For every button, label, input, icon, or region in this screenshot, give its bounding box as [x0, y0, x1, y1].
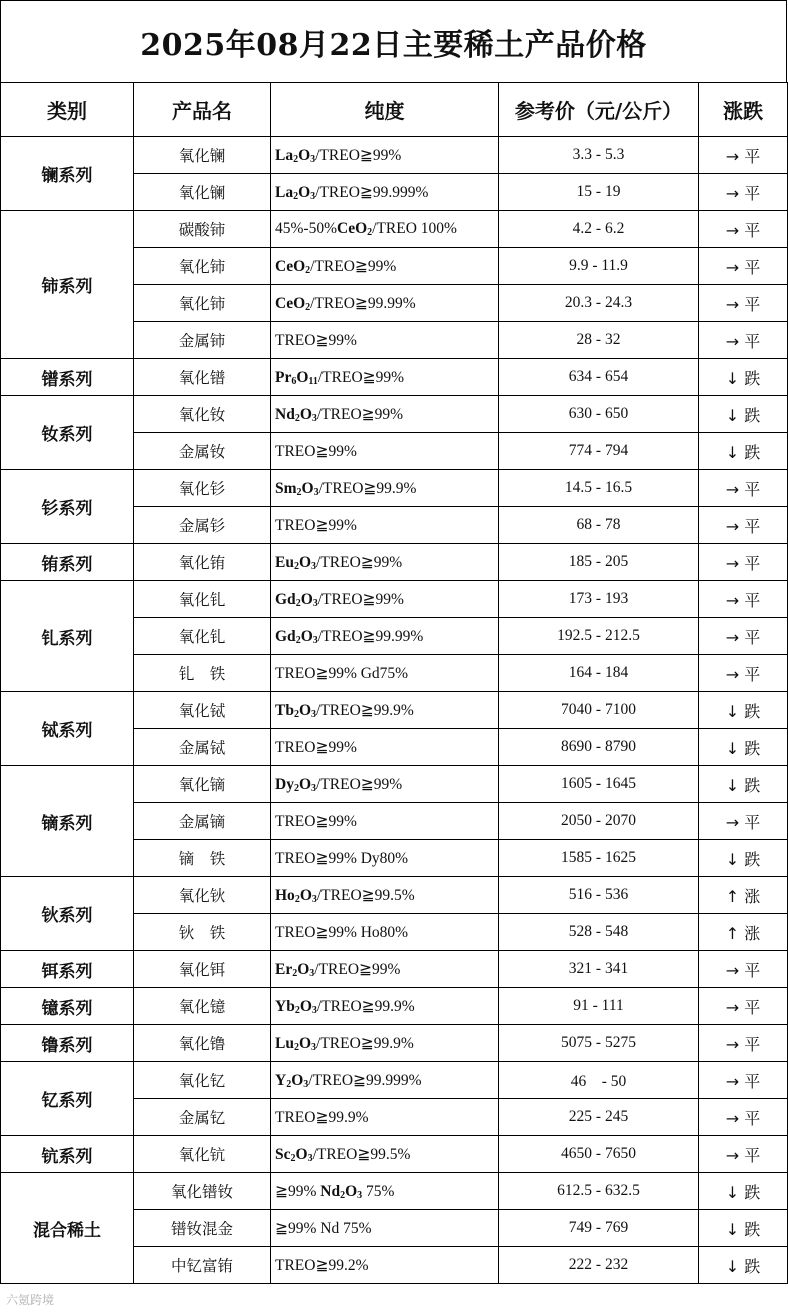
trend-cell: → 平: [699, 507, 788, 544]
product-name-cell: 氧化钕: [134, 396, 271, 433]
category-cell: 钬系列: [1, 877, 134, 951]
watermark: 六氪跨境: [6, 1293, 55, 1307]
purity-cell: [271, 692, 499, 729]
purity-text: TREO≧99%: [275, 331, 357, 349]
product-name-cell: 金属铈: [134, 322, 271, 359]
purity-cell: [271, 1136, 499, 1173]
category-cell: 钕系列: [1, 396, 134, 470]
table-row: [1, 877, 788, 914]
trend-cell: ↓ 跌: [699, 1210, 788, 1247]
purity-cell: [271, 137, 499, 174]
product-name-cell: 氧化镨钕: [134, 1173, 271, 1210]
product-name-cell: 钬 铁: [134, 914, 271, 951]
purity-text: /TREO≧99%: [317, 590, 404, 608]
chemical-formula: $Yb_2O_3$: [275, 997, 317, 1016]
purity-cell: [271, 914, 499, 951]
product-name-cell: 氧化钐: [134, 470, 271, 507]
purity-text: /TREO≧99.9%: [318, 479, 417, 497]
purity-text: TREO≧99% Gd75%: [275, 664, 409, 682]
table-row: [1, 766, 788, 803]
table-row: [1, 581, 788, 618]
purity-text: /TREO≧99.9%: [316, 1034, 414, 1052]
purity-cell: [271, 174, 499, 211]
purity-text: /TREO≧99%: [316, 553, 403, 571]
category-cell: 镱系列: [1, 988, 134, 1025]
chemical-formula: $Sm_2O_3$: [275, 479, 319, 498]
price-cell: 7040 - 7100: [499, 692, 699, 729]
product-name-cell: 氧化钬: [134, 877, 271, 914]
price-cell: 1605 - 1645: [499, 766, 699, 803]
trend-cell: → 平: [699, 137, 788, 174]
trend-cell: ↑ 涨: [699, 877, 788, 914]
table-row: [1, 137, 788, 174]
table-row: [1, 988, 788, 1025]
price-cell: 2050 - 2070: [499, 803, 699, 840]
chemical-formula: $Nd_2O_3$: [320, 1182, 363, 1201]
price-table: [0, 82, 788, 1284]
table-row: [1, 1025, 788, 1062]
trend-cell: → 平: [699, 544, 788, 581]
purity-prefix: ≧99%: [275, 1182, 321, 1200]
trend-cell: ↓ 跌: [699, 1247, 788, 1284]
trend-cell: ↓ 跌: [699, 433, 788, 470]
trend-cell: → 平: [699, 951, 788, 988]
chemical-formula: $Eu_2O_3$: [275, 553, 317, 572]
price-cell: 192.5 - 212.5: [499, 618, 699, 655]
purity-cell: [271, 729, 499, 766]
trend-cell: → 平: [699, 248, 788, 285]
trend-cell: → 平: [699, 470, 788, 507]
product-name-cell: 中钇富铕: [134, 1247, 271, 1284]
purity-text: /TREO≧99%: [315, 146, 402, 164]
category-cell: 钇系列: [1, 1062, 134, 1136]
price-cell: 8690 - 8790: [499, 729, 699, 766]
category-cell: 镥系列: [1, 1025, 134, 1062]
purity-text: ≧99% Nd 75%: [275, 1219, 372, 1237]
purity-text: TREO≧99%: [275, 516, 357, 534]
trend-cell: → 平: [699, 1099, 788, 1136]
purity-cell: [271, 285, 499, 322]
product-name-cell: 碳酸铈: [134, 211, 271, 248]
product-name-cell: 氧化钇: [134, 1062, 271, 1099]
price-cell: 1585 - 1625: [499, 840, 699, 877]
price-cell: 68 - 78: [499, 507, 699, 544]
category-cell: 钆系列: [1, 581, 134, 692]
table-row: [1, 396, 788, 433]
price-cell: 225 - 245: [499, 1099, 699, 1136]
trend-cell: → 平: [699, 618, 788, 655]
chemical-formula: $Er_2O_3$: [275, 960, 315, 979]
chemical-formula: $Sc_2O_3$: [275, 1145, 313, 1164]
table-row: [1, 692, 788, 729]
purity-text: TREO≧99% Dy80%: [275, 849, 409, 867]
chemical-formula: $Lu_2O_3$: [275, 1034, 317, 1053]
purity-cell: [271, 1099, 499, 1136]
product-name-cell: 氧化铽: [134, 692, 271, 729]
product-name-cell: 氧化铈: [134, 285, 271, 322]
chemical-formula: $Y_2O_3$: [275, 1071, 309, 1090]
purity-text: TREO≧99%: [275, 442, 357, 460]
product-name-cell: 金属镝: [134, 803, 271, 840]
purity-cell: [271, 322, 499, 359]
price-cell: 9.9 - 11.9: [499, 248, 699, 285]
product-name-cell: 氧化镨: [134, 359, 271, 396]
header-purity: 纯度: [271, 83, 499, 137]
product-name-cell: 氧化铒: [134, 951, 271, 988]
purity-cell: [271, 1247, 499, 1284]
purity-cell: [271, 655, 499, 692]
product-name-cell: 氧化镧: [134, 137, 271, 174]
purity-cell: [271, 988, 499, 1025]
price-cell: 774 - 794: [499, 433, 699, 470]
price-cell: 14.5 - 16.5: [499, 470, 699, 507]
purity-cell: [271, 470, 499, 507]
purity-cell: [271, 840, 499, 877]
purity-text: TREO≧99.2%: [275, 1256, 369, 1274]
price-cell: 528 - 548: [499, 914, 699, 951]
purity-text: /TREO≧99%: [316, 775, 403, 793]
price-cell: 185 - 205: [499, 544, 699, 581]
purity-cell: [271, 359, 499, 396]
purity-text: /TREO≧99.99%: [317, 627, 424, 645]
purity-cell: [271, 211, 499, 248]
price-cell: 634 - 654: [499, 359, 699, 396]
product-name-cell: 氧化镧: [134, 174, 271, 211]
price-cell: 630 - 650: [499, 396, 699, 433]
product-name-cell: 金属钕: [134, 433, 271, 470]
trend-cell: → 平: [699, 581, 788, 618]
header-price: 参考价（元/公斤）: [499, 83, 699, 137]
purity-cell: [271, 1210, 499, 1247]
purity-cell: [271, 433, 499, 470]
purity-text: TREO≧99%: [275, 812, 357, 830]
product-name-cell: 钆 铁: [134, 655, 271, 692]
category-cell: 钪系列: [1, 1136, 134, 1173]
price-cell: 612.5 - 632.5: [499, 1173, 699, 1210]
header-trend: 涨跌: [699, 83, 788, 137]
category-cell: 铽系列: [1, 692, 134, 766]
purity-cell: [271, 581, 499, 618]
trend-cell: → 平: [699, 211, 788, 248]
table-body: [1, 137, 788, 1284]
price-cell: 3.3 - 5.3: [499, 137, 699, 174]
product-name-cell: 金属钐: [134, 507, 271, 544]
price-cell: 321 - 341: [499, 951, 699, 988]
purity-text: /TREO≧99%: [316, 405, 404, 423]
product-name-cell: 氧化铕: [134, 544, 271, 581]
chemical-formula: CeO$_2$: [275, 294, 311, 313]
product-name-cell: 氧化镝: [134, 766, 271, 803]
trend-cell: → 平: [699, 1062, 788, 1099]
product-name-cell: 金属铽: [134, 729, 271, 766]
product-name-cell: 镝 铁: [134, 840, 271, 877]
purity-cell: [271, 951, 499, 988]
chemical-formula: $Tb_2O_3$: [275, 701, 317, 720]
purity-cell: [271, 877, 499, 914]
price-cell: 749 - 769: [499, 1210, 699, 1247]
product-name-cell: 氧化钆: [134, 581, 271, 618]
trend-cell: → 平: [699, 1136, 788, 1173]
trend-cell: → 平: [699, 322, 788, 359]
product-name-cell: 氧化镱: [134, 988, 271, 1025]
product-name-cell: 氧化铈: [134, 248, 271, 285]
purity-cell: [271, 803, 499, 840]
header-category: 类别: [1, 83, 134, 137]
trend-cell: → 平: [699, 803, 788, 840]
purity-text: 75%: [362, 1182, 395, 1200]
product-name-cell: 氧化钪: [134, 1136, 271, 1173]
product-name-cell: 氧化钆: [134, 618, 271, 655]
category-cell: 铈系列: [1, 211, 134, 359]
purity-cell: [271, 1062, 499, 1099]
purity-text: /TREO≧99.99%: [310, 294, 416, 312]
purity-text: /TREO≧99.999%: [315, 183, 429, 201]
table-row: [1, 1062, 788, 1099]
category-cell: 镧系列: [1, 137, 134, 211]
category-cell: 混合稀土: [1, 1173, 134, 1284]
price-cell: 164 - 184: [499, 655, 699, 692]
chemical-formula: $Gd_2O_3$: [275, 627, 318, 646]
purity-text: TREO≧99% Ho80%: [275, 923, 409, 941]
category-cell: 镝系列: [1, 766, 134, 877]
header-row: [1, 83, 788, 137]
price-cell: 4.2 - 6.2: [499, 211, 699, 248]
purity-text: /TREO≧99%: [310, 257, 397, 275]
purity-cell: [271, 618, 499, 655]
trend-cell: ↓ 跌: [699, 1173, 788, 1210]
trend-cell: ↓ 跌: [699, 359, 788, 396]
purity-text: TREO≧99%: [275, 738, 357, 756]
trend-cell: ↓ 跌: [699, 729, 788, 766]
purity-text: /TREO≧99.5%: [312, 1145, 411, 1163]
title-bar: [0, 0, 787, 82]
header-product: 产品名: [134, 83, 271, 137]
price-cell: 516 - 536: [499, 877, 699, 914]
purity-cell: [271, 766, 499, 803]
trend-cell: ↓ 跌: [699, 396, 788, 433]
table-row: [1, 359, 788, 396]
chemical-formula: $La_2O_3$: [275, 183, 316, 202]
trend-cell: → 平: [699, 1025, 788, 1062]
purity-text: /TREO 100%: [372, 220, 457, 237]
page-title: 2025年08月22日主要稀土产品价格: [140, 27, 647, 63]
chemical-formula: $Gd_2O_3$: [275, 590, 318, 609]
price-cell: 4650 - 7650: [499, 1136, 699, 1173]
trend-cell: → 平: [699, 174, 788, 211]
price-cell: 20.3 - 24.3: [499, 285, 699, 322]
category-cell: 钐系列: [1, 470, 134, 544]
category-cell: 镨系列: [1, 359, 134, 396]
table-row: [1, 1136, 788, 1173]
chemical-formula: $La_2O_3$: [275, 146, 316, 165]
price-cell: 15 - 19: [499, 174, 699, 211]
trend-cell: → 平: [699, 655, 788, 692]
trend-cell: ↓ 跌: [699, 692, 788, 729]
trend-cell: → 平: [699, 988, 788, 1025]
table-row: [1, 1173, 788, 1210]
price-cell: 91 - 111: [499, 988, 699, 1025]
trend-cell: ↓ 跌: [699, 840, 788, 877]
trend-cell: ↓ 跌: [699, 766, 788, 803]
purity-text: /TREO≧99%: [314, 960, 401, 978]
category-cell: 铒系列: [1, 951, 134, 988]
chemical-formula: CeO$_2$: [337, 220, 373, 238]
table-row: [1, 544, 788, 581]
trend-cell: → 平: [699, 285, 788, 322]
product-name-cell: 氧化镥: [134, 1025, 271, 1062]
chemical-formula: $Ho_2O_3$: [275, 886, 317, 905]
table-row: [1, 951, 788, 988]
purity-cell: [271, 248, 499, 285]
chemical-formula: $Dy_2O_3$: [275, 775, 317, 794]
table-row: [1, 470, 788, 507]
product-name-cell: 金属钇: [134, 1099, 271, 1136]
purity-text: TREO≧99.9%: [275, 1108, 369, 1126]
trend-cell: ↑ 涨: [699, 914, 788, 951]
chemical-formula: $Pr_6O_{11}$: [275, 368, 318, 387]
price-cell: 5075 - 5275: [499, 1025, 699, 1062]
purity-cell: [271, 544, 499, 581]
price-cell: 222 - 232: [499, 1247, 699, 1284]
purity-text: /TREO≧99.9%: [316, 997, 415, 1015]
price-cell: 173 - 193: [499, 581, 699, 618]
price-cell: 28 - 32: [499, 322, 699, 359]
purity-cell: [271, 1025, 499, 1062]
price-cell: 46 - 50: [499, 1062, 699, 1099]
purity-text: /TREO≧99.5%: [316, 886, 415, 904]
purity-cell: [271, 507, 499, 544]
purity-text: /TREO≧99%: [317, 368, 405, 386]
purity-text: /TREO≧99.999%: [308, 1071, 422, 1089]
purity-cell: [271, 396, 499, 433]
purity-cell: [271, 1173, 499, 1210]
purity-text: /TREO≧99.9%: [316, 701, 414, 719]
purity-prefix: 45%-50%: [275, 220, 337, 237]
chemical-formula: CeO$_2$: [275, 257, 311, 276]
chemical-formula: $Nd_2O_3$: [275, 405, 317, 424]
table-row: [1, 211, 788, 248]
product-name-cell: 镨钕混金: [134, 1210, 271, 1247]
category-cell: 铕系列: [1, 544, 134, 581]
